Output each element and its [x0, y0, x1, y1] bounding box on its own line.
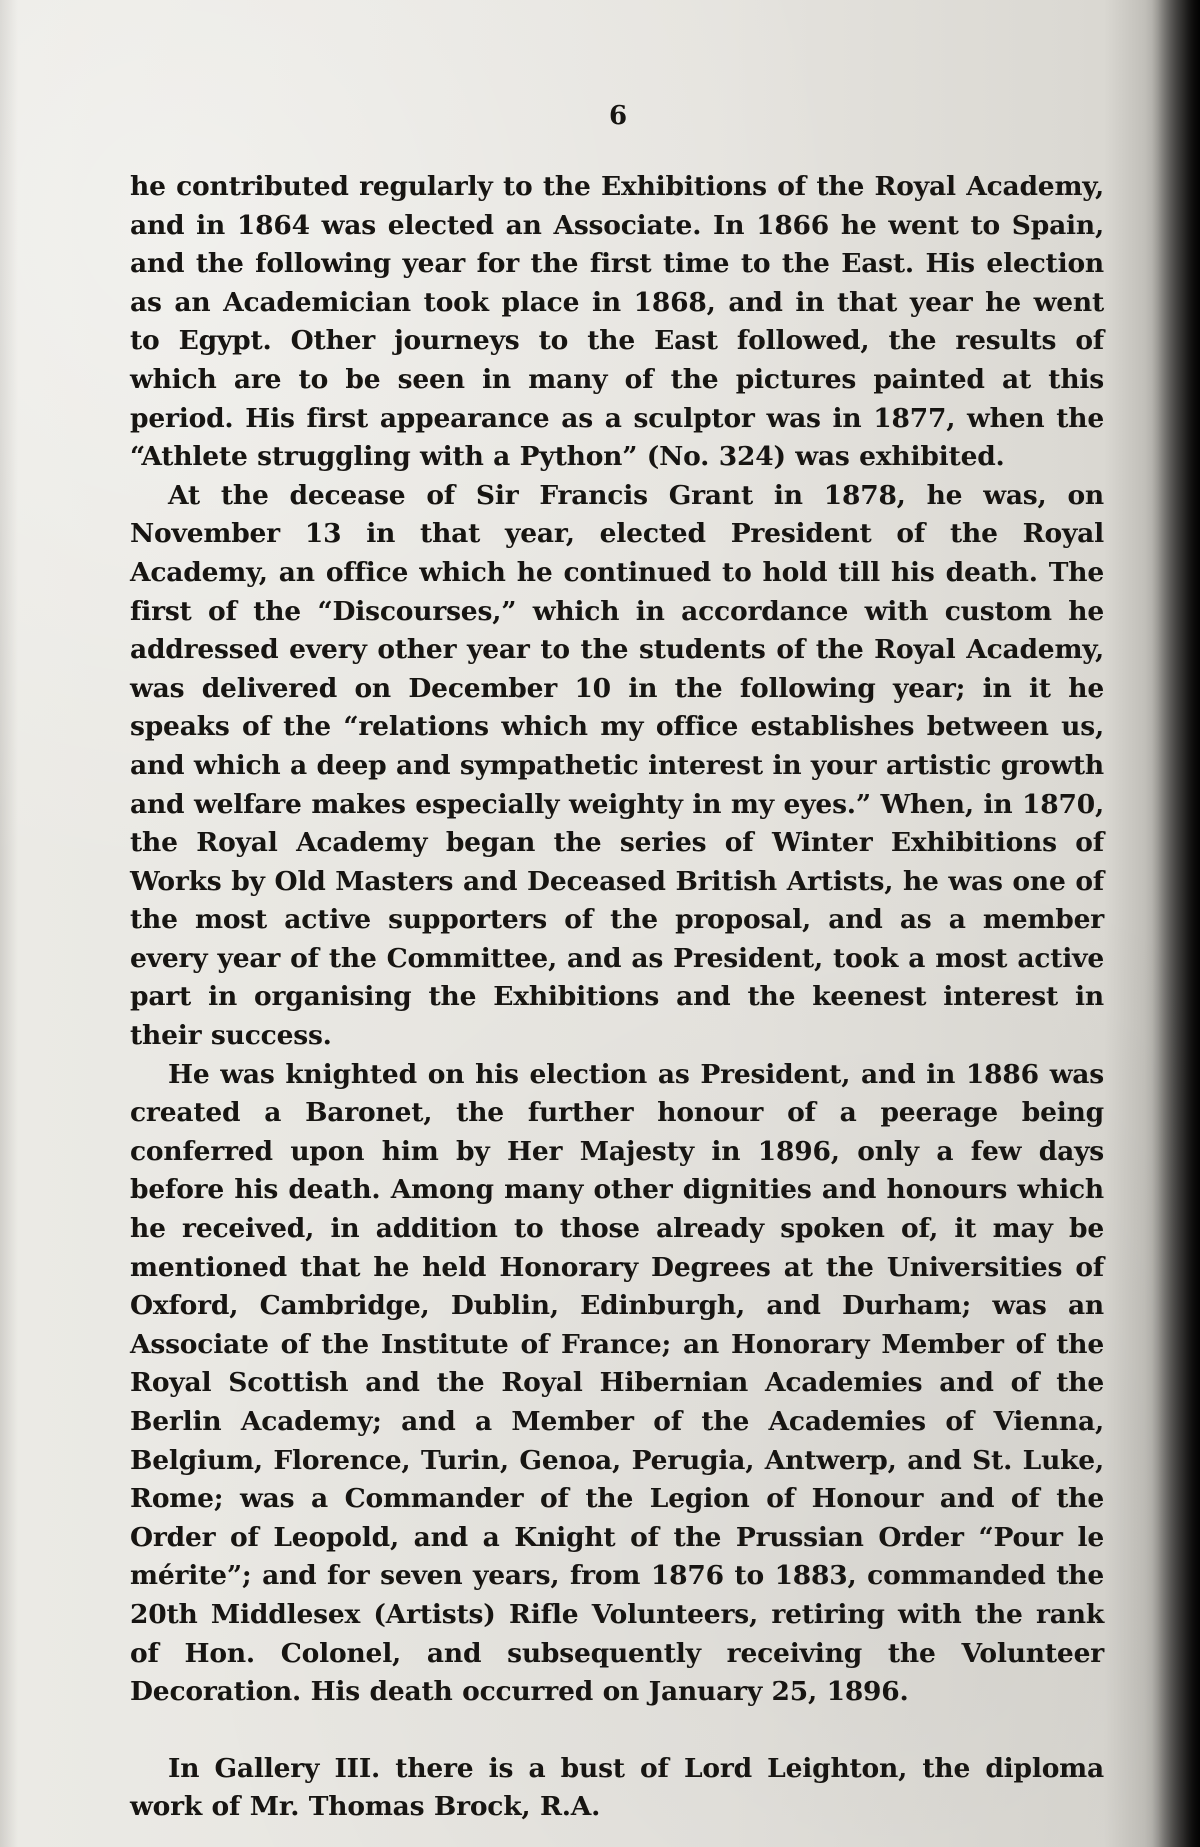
paragraph-2: At the decease of Sir Francis Grant in 1878, he was, on November 13 in that year, elected President of the Royal Academy, an office which he continued to hold till his death. The first of the “Discourses,” which in accordance with custom he addressed every other year to the students of the Royal Academy, was delivered on December 10 in the following year; in it he speaks of the “relations which my office establishes between us, and which a deep and sympathetic interest in your artistic growth and welfare makes especially weighty in my eyes.” When, in 1870, the Royal Academy began the series of Winter Exhibitions of Works by Old Masters and Deceased British Artists, he was one of the most active supporters of the proposal, and as a member every year of the Committee, and as President, took a most active part in organising the Exhibitions and the keenest interest in their success.	[130, 479, 1104, 1052]
page-number: 6	[608, 101, 628, 131]
document-body	[130, 168, 1104, 1827]
paragraph-1: he contributed regularly to the Exhibitions of the Royal Academy, and in 1864 was elected an Associate. In 1866 he went to Spain, and the following year for the first time to the East. His election as an Academician took place in 1868, and in that year he went to Egypt. Other journeys to the East followed, the results of which are to be seen in many of the pictures painted at this period. His first appearance as a sculptor was in 1877, when the “Athlete struggling with a Python” (No. 324) was exhibited.	[130, 171, 1104, 473]
gallery-note: In Gallery III. there is a bust of Lord Leighton, the diploma work of Mr. Thomas Brock, R.A.	[130, 1752, 1104, 1823]
paragraph-3: He was knighted on his election as President, and in 1886 was created a Baronet, the further honour of a peerage being conferred upon him by Her Majesty in 1896, only a few days before his death. Among many other dignities and honours which he received, in addition to those already spoken of, it may be mentioned that he held Honorary Degrees at the Universities of Oxford, Cambridge, Dublin, Edinburgh, and Durham; was an Associate of the Institute of France; an Honorary Member of the Royal Scottish and the Royal Hibernian Academies and of the Berlin Academy; and a Member of the Academies of Vienna, Belgium, Florence, Turin, Genoa, Perugia, Antwerp, and St. Luke, Rome; was a Commander of the Legion of Honour and of the Order of Leopold, and a Knight of the Prussian Order “Pour le mérite”; and for seven years, from 1876 to 1883, commanded the 20th Middlesex (Artists) Rifle Volunteers, retiring with the rank of Hon. Colonel, and subsequently receiving the Volunteer Decoration. His death occurred on January 25, 1896.	[130, 1058, 1104, 1708]
